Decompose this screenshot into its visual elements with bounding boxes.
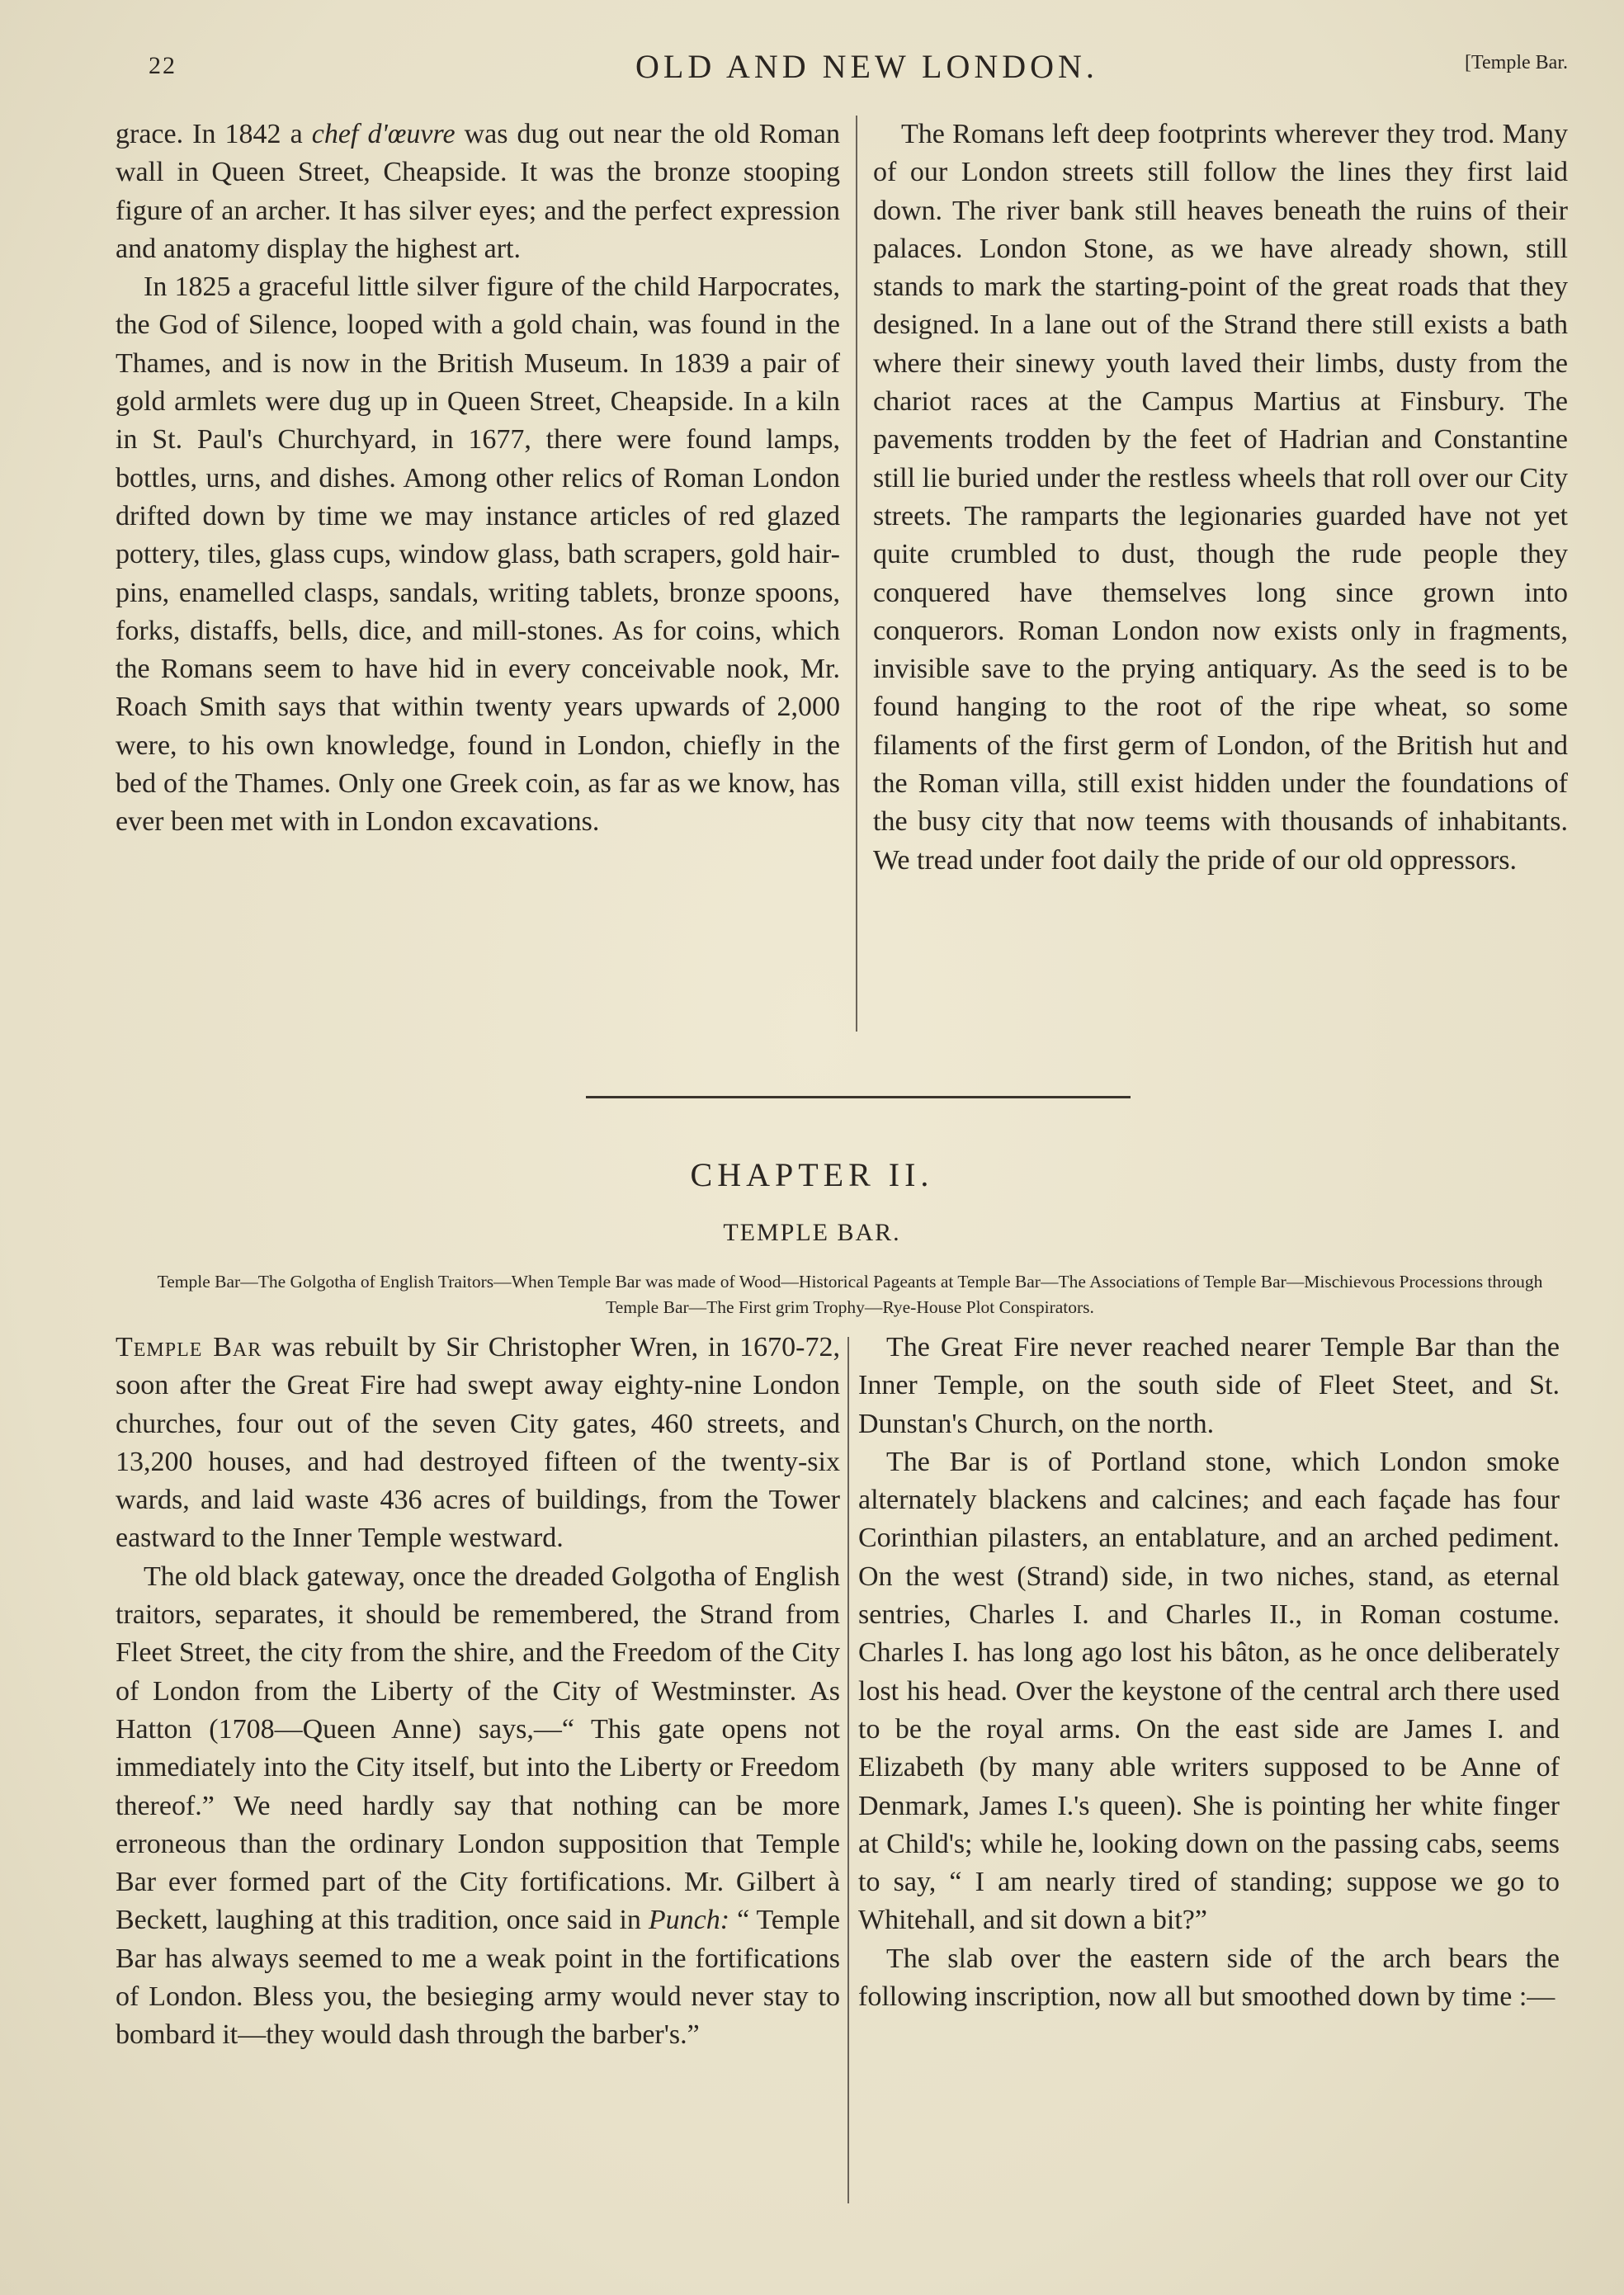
chapter-subtitle: TEMPLE BAR. [723, 1219, 901, 1246]
lower-right-column [858, 1329, 1560, 2016]
paragraph: In 1825 a graceful little silver figure of the child Harpocrates, the God of Silence, looped with a gold chain, was found in the Thames, and is now in the British Museum. In 1839 a pair of gold armlets were dug up in Queen Street, Cheapside. In a kiln in St. Paul's Churchyard, in 1677, there were found lamps, bottles, urns, and dishes. Among other relics of Roman London drifted down by time we may instance articles of red glazed pottery, tiles, glass cups, window glass, bath scrapers, gold hair-pins, enamelled clasps, sandals, writing tablets, bronze spoons, forks, distaffs, bells, dice, and mill-stones. As for coins, which the Romans seem to have hid in every conceivable nook, Mr. Roach Smith says that within twenty years upwards of 2,000 were, to his own knowledge, found in London, chiefly in the bed of the Thames. Only one Greek coin, as far as we know, has ever been met with in London excavations. [116, 272, 840, 838]
paragraph: The Romans left deep footprints wherever they trod. Many of our London streets still follow the lines they first laid down. The river bank still heaves beneath the ruins of their palaces. London Stone, as we have already shown, still stands to mark the starting-point of the great roads that they designed. In a lane out of the Strand there still exists a bath where their sinewy youth laved their limbs, dusty from the chariot races at the Campus Martius at Finsbury. The pavements trodden by the feet of Hadrian and Constantine still lie buried under the restless wheels that roll over our City streets. The ramparts the legionaries guarded have not yet quite crumbled to dust, though the rude people they conquered have themselves long since grown into conquerors. Roman London now exists only in fragments, invisible save to the prying antiquary. As the seed is to be found hanging to the root of the ripe wheat, so some filaments of the first germ of London, of the British hut and the Roman villa, still exist hidden under the foundations of the busy city that now teems with thousands of inhabitants. We tread under foot daily the pride of our old oppressors. [873, 119, 1568, 876]
page-number: 22 [149, 52, 177, 79]
chapter-title: CHAPTER II. [690, 1156, 934, 1193]
section-tag: [Temple Bar. [1465, 52, 1568, 73]
upper-left-column [116, 116, 840, 842]
chapter-summary: Temple Bar—The Golgotha of English Traitors—When Temple Bar was made of Wood—Historical Pageants at Temple Bar—The Associations of Temple Bar—Mischievous Processions through Temple Bar—The First grim Trophy—Rye-House Plot Conspirators. [157, 1272, 1543, 1317]
page-header [149, 45, 1568, 87]
section-rule [586, 1096, 1131, 1098]
paragraph: Temple Bar was rebuilt by Sir Christopher Wren, in 1670-72, soon after the Great Fire had swept away eighty-nine London churches, four out of the seven City gates, 460 streets, and 13,200 houses, and had destroyed fifteen of the twenty-six wards, and laid waste 436 acres of buildings, from the Tower eastward to the Inner Temple westward. [116, 1332, 840, 1554]
paragraph: The Bar is of Portland stone, which London smoke alternately blackens and calcines; and each façade has four Corinthian pilasters, an entablature, and an arched pediment. On the west (Strand) side, in two niches, stand, as eternal sentries, Charles I. and Charles II., in Roman costume. Charles I. has long ago lost his bâton, as he once deliberately lost his head. Over the keystone of the central arch there used to be the royal arms. On the east side are James I. and Elizabeth (by many able writers supposed to be Anne of Denmark, James I.'s queen). She is pointing her white finger at Child's; while he, looking down on the passing cabs, seems to say, “ I am nearly tired of standing; suppose we go to Whitehall, and sit down a bit?” [858, 1446, 1560, 1936]
upper-right-column [873, 116, 1568, 880]
column-divider [847, 1337, 849, 2203]
paragraph: The Great Fire never reached nearer Temple Bar than the Inner Temple, on the south side of Fleet Steet, and St. Dunstan's Church, on the north. [858, 1332, 1560, 1439]
running-title: OLD AND NEW LONDON. [635, 48, 1098, 85]
column-divider [856, 116, 857, 1032]
lower-left-column [116, 1329, 840, 2055]
italic-phrase: chef d'œuvre [311, 119, 456, 149]
italic-phrase: Punch: [648, 1905, 730, 1936]
paragraph: The slab over the eastern side of the arch bears the following inscription, now all but smoothed down by time :— [858, 1943, 1560, 2013]
paragraph: grace. In 1842 a chef d'œuvre was dug out near the old Roman wall in Queen Street, Cheapside. It was the bronze stooping figure of an archer. It has silver eyes; and the perfect expression and anatomy display the highest art. [116, 119, 840, 264]
lead-words: Temple Bar [116, 1332, 262, 1362]
paragraph: The old black gateway, once the dreaded Golgotha of English traitors, separates, it should be remembered, the Strand from Fleet Street, the city from the shire, and the Freedom of the City of London from the Liberty of the City of Westminster. As Hatton (1708—Queen Anne) says,—“ This gate opens not immediately into the City itself, but into the Liberty or Freedom thereof.” We need hardly say that nothing can be more erroneous than the ordinary London supposition that Temple Bar ever formed part of the City fortifications. Mr. Gilbert à Beckett, laughing at this tradition, once said in Punch: “ Temple Bar has always seemed to me a weak point in the fortifications of London. Bless you, the besieging army would never stay to bombard it—they would dash through the barber's.” [116, 1561, 840, 2051]
